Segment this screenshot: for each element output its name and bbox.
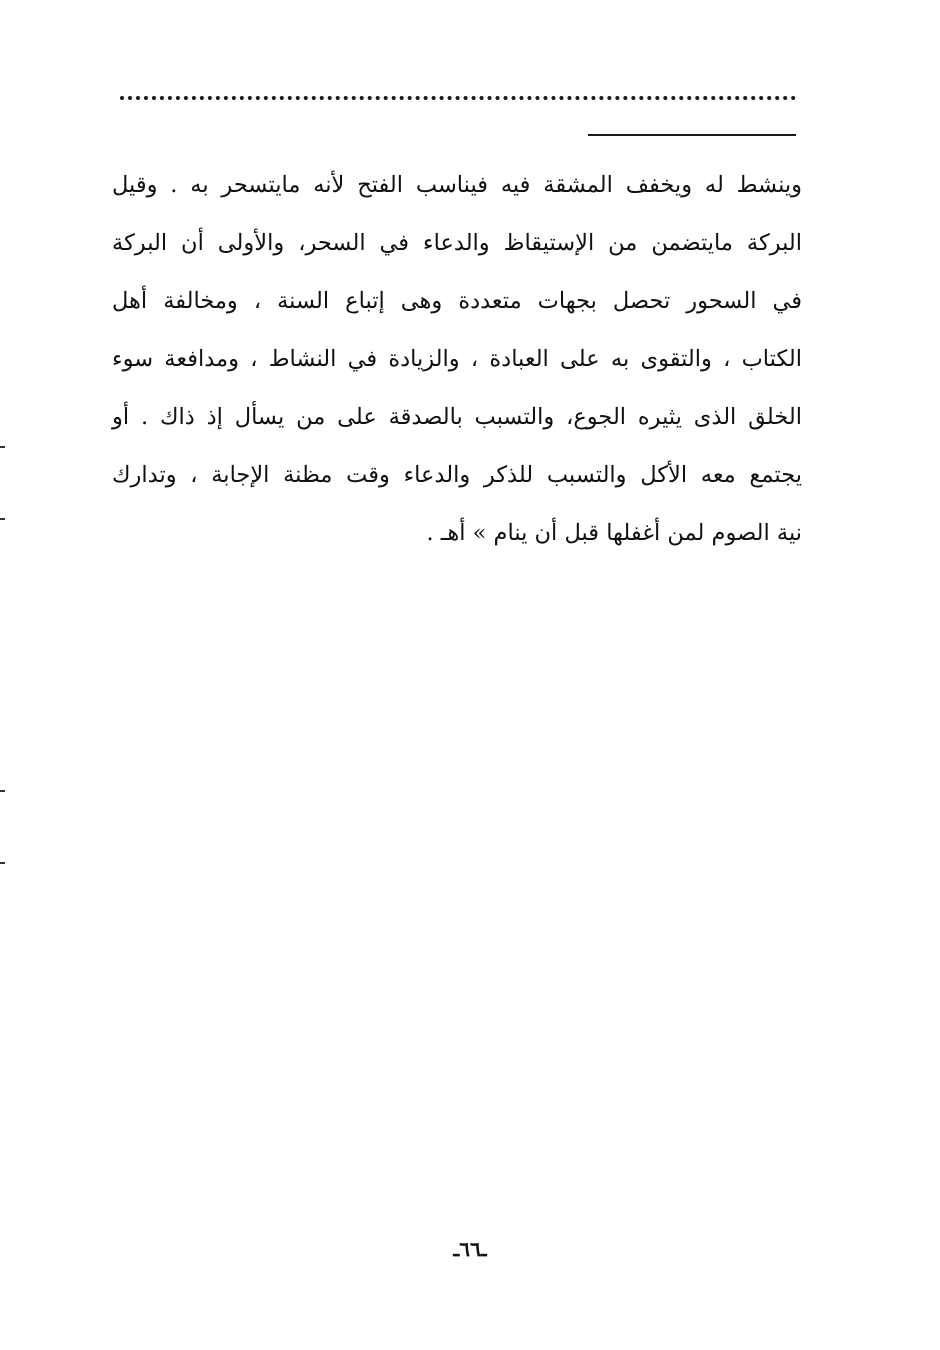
text-line: البركة مايتضمن من الإستيقاظ والدعاء في السحر، والأولى أن البركة	[112, 230, 802, 256]
text-line: نية الصوم لمن أغفلها قبل أن ينام » أهـ .	[426, 520, 802, 546]
text-line: في السحور تحصل بجهات متعددة وهى إتباع السنة ، ومخالفة أهل	[112, 288, 802, 314]
text-line: يجتمع معه الأكل والتسبب للذكر والدعاء وقت مظنة الإجابة ، وتدارك	[112, 462, 802, 488]
text-line: وينشط له ويخفف المشقة فيه فيناسب الفتح لأنه مايتسحر به . وقيل	[112, 172, 802, 198]
footnote-rule	[588, 134, 796, 136]
text-line: الكتاب ، والتقوى به على العبادة ، والزيادة في النشاط ، ومدافعة سوء	[112, 346, 802, 372]
text-line: الخلق الذى يثيره الجوع، والتسبب بالصدقة على من يسأل إذ ذاك . أو	[112, 404, 802, 430]
scan-edge-mark	[0, 446, 5, 448]
body-text	[112, 156, 802, 562]
scan-edge-mark	[0, 862, 5, 864]
scan-edge-mark	[0, 790, 5, 792]
page-number: ـ٦٦ـ	[453, 1237, 487, 1261]
scan-edge-mark	[0, 518, 5, 520]
dotted-separator	[120, 96, 796, 100]
